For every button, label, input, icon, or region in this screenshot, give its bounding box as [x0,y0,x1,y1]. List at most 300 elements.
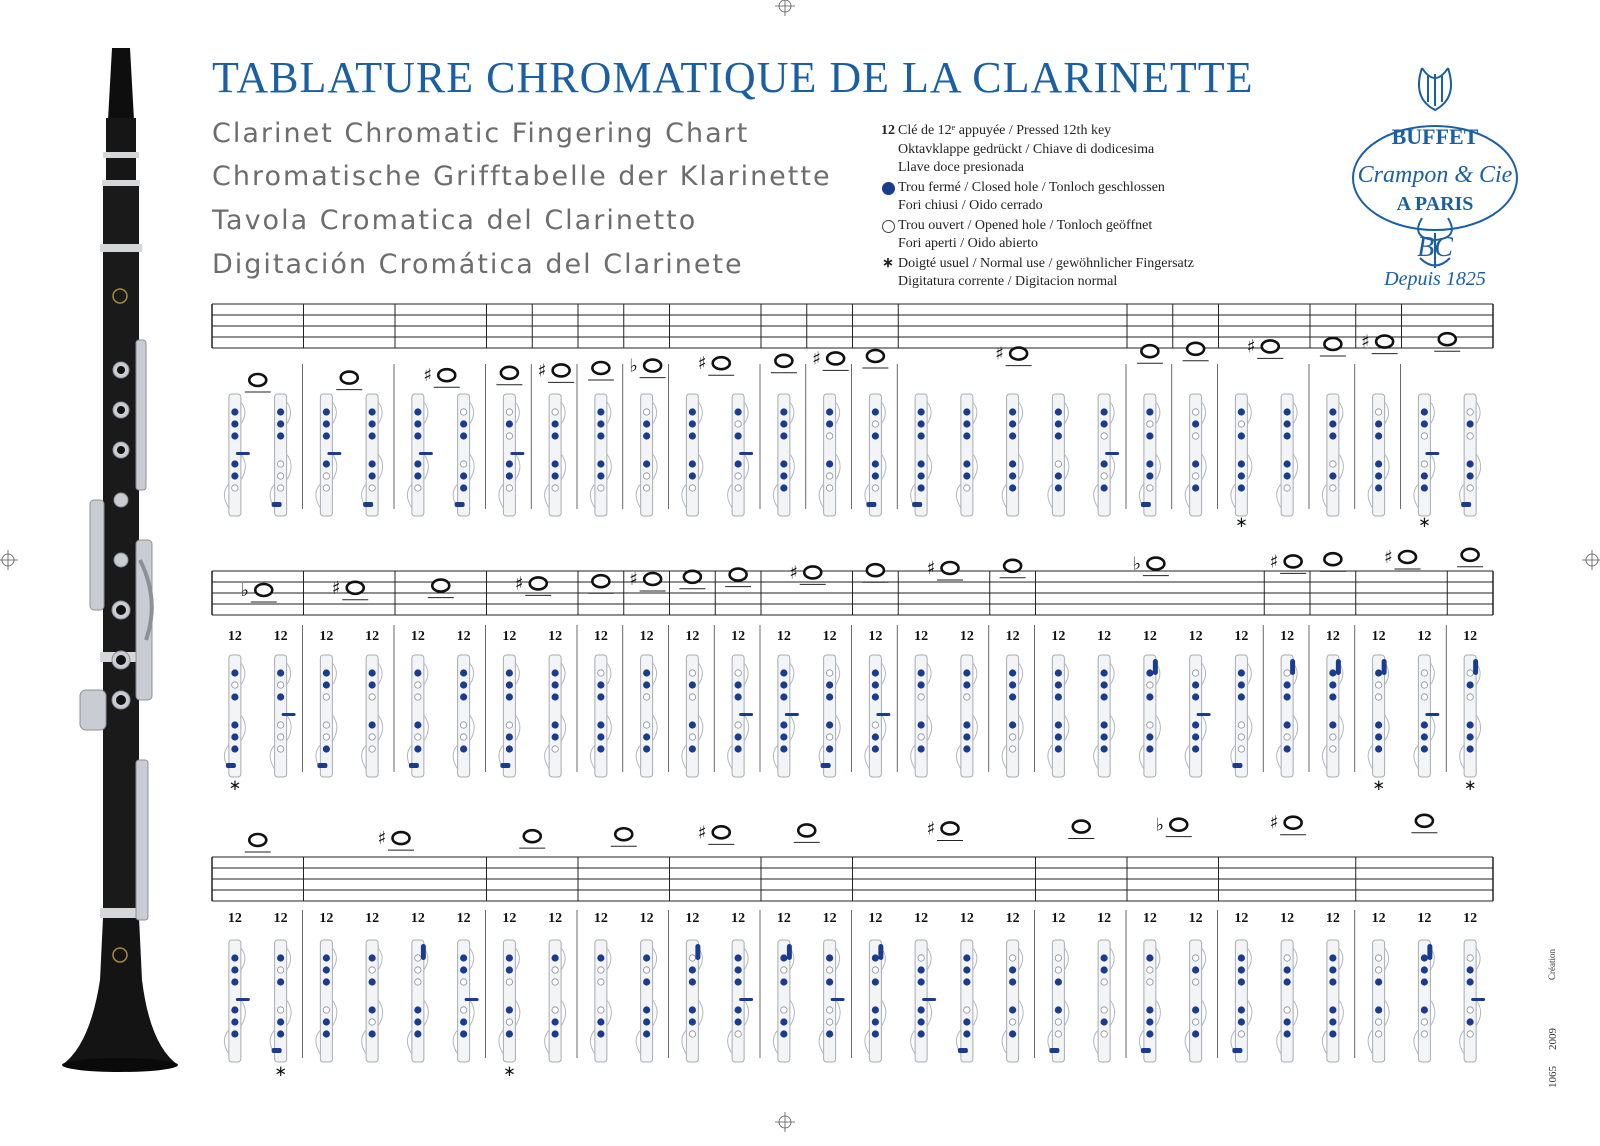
note-head [804,566,821,578]
open-hole [277,734,283,740]
note-head [341,372,358,384]
closed-hole [643,420,650,427]
note-head [684,571,701,583]
closed-hole [1009,432,1016,439]
closed-hole [1329,1006,1336,1013]
open-hole [323,1007,329,1013]
closed-hole [323,745,330,752]
closed-hole [1192,1006,1199,1013]
logo-monogram: BC [1417,232,1453,263]
closed-hole [552,1018,559,1025]
closed-hole [369,420,376,427]
closed-hole [1101,669,1108,676]
open-hole [277,682,283,688]
open-hole [1009,1019,1015,1025]
closed-hole [1329,432,1336,439]
open-hole [918,734,924,740]
open-hole [277,485,283,491]
closed-hole [963,472,970,479]
usual-fingering-mark: ∗ [228,776,242,794]
open-hole [369,485,375,491]
closed-hole [872,1030,879,1037]
closed-hole [506,954,513,961]
open-hole [1101,1031,1107,1037]
closed-hole [1375,745,1382,752]
open-hole [1421,694,1427,700]
open-hole [1467,694,1473,700]
closed-hole [1192,721,1199,728]
closed-hole [1375,472,1382,479]
twelfth-key-label: 12 [868,629,883,644]
note-accidental: ♭ [240,580,249,601]
closed-hole [918,978,925,985]
closed-hole [1284,745,1291,752]
open-hole [872,485,878,491]
note-head [644,573,661,585]
closed-hole [643,1006,650,1013]
open-hole [1147,722,1153,728]
open-hole [552,409,558,415]
closed-hole [506,745,513,752]
closed-hole [460,484,467,491]
closed-hole [231,733,238,740]
closed-hole [506,966,513,973]
open-hole [1467,1007,1473,1013]
closed-hole [1055,484,1062,491]
note-head [775,355,792,367]
closed-hole [323,954,330,961]
closed-hole [323,966,330,973]
open-hole [1330,461,1336,467]
closed-hole [1009,978,1016,985]
closed-hole [643,978,650,985]
closed-hole [1238,460,1245,467]
pressed-key [327,452,341,455]
note-head [347,582,364,594]
pressed-key [1290,659,1295,675]
closed-hole [735,954,742,961]
open-hole [369,746,375,752]
open-hole [277,967,283,973]
open-hole [1147,682,1153,688]
closed-hole [1421,408,1428,415]
open-hole [1147,485,1153,491]
closed-hole [780,978,787,985]
open-hole [1238,1031,1244,1037]
open-hole [1147,421,1153,427]
closed-hole [643,1030,650,1037]
note-accidental: ♯ [926,818,936,840]
closed-hole [231,472,238,479]
closed-hole [1009,721,1016,728]
open-hole [1101,1007,1107,1013]
note-accidental: ♯ [1361,331,1370,353]
pressed-key [455,502,465,507]
closed-hole [231,954,238,961]
note-head [798,824,815,836]
closed-hole [1009,966,1016,973]
closed-hole [1329,721,1336,728]
closed-hole [1284,1030,1291,1037]
closed-hole [1375,978,1382,985]
open-hole [964,485,970,491]
closed-hole [1284,472,1291,479]
closed-hole [1238,954,1245,961]
open-hole [506,409,512,415]
note-head [524,830,541,842]
pressed-key [1382,659,1387,675]
closed-hole [1192,484,1199,491]
twelfth-key-label: 12 [1463,629,1478,644]
side-credits [1545,910,1565,1090]
usual-fingering-mark: ∗ [1418,513,1431,531]
open-hole [369,734,375,740]
closed-hole [506,693,513,700]
closed-hole [780,745,787,752]
note-head [644,360,661,372]
asterisk-icon: ∗ [882,255,894,271]
closed-hole [1467,1018,1474,1025]
closed-hole [1146,733,1153,740]
twelfth-key-label: 12 [502,911,517,926]
note-head [1439,333,1456,345]
closed-hole [1192,420,1199,427]
closed-hole [1375,432,1382,439]
note-head [249,374,266,386]
pressed-key [421,944,426,960]
open-hole [1009,746,1015,752]
twelfth-key-label: 12 [1463,911,1478,926]
open-hole [415,485,421,491]
closed-hole [689,420,696,427]
open-hole [1101,433,1107,439]
closed-hole [597,432,604,439]
open-hole [689,1031,695,1037]
open-hole [1467,433,1473,439]
open-hole [552,979,558,985]
closed-hole [780,484,787,491]
closed-hole [231,432,238,439]
closed-hole [872,460,879,467]
closed-hole [369,681,376,688]
closed-hole [1375,1006,1382,1013]
twelfth-key-label: 12 [1097,629,1112,644]
twelfth-key-label: 12 [593,911,608,926]
open-hole [460,1007,466,1013]
open-hole [1467,670,1473,676]
twelfth-key-label: 12 [731,911,746,926]
closed-hole [1329,966,1336,973]
closed-hole [552,693,559,700]
closed-hole [1101,408,1108,415]
closed-hole [1421,954,1428,961]
open-hole [1147,967,1153,973]
legend-text: Trou ouvert / Opened hole / Tonloch geöffnet [898,217,1153,233]
closed-hole [1055,745,1062,752]
closed-hole [1375,669,1382,676]
crop-mark [775,1112,795,1132]
closed-hole [872,681,879,688]
open-hole [460,409,466,415]
twelfth-key-label: 12 [1005,911,1020,926]
twelfth-key-label: 12 [319,629,334,644]
closed-hole [369,460,376,467]
note-head [1416,815,1433,827]
open-hole [1192,433,1198,439]
pressed-key [739,452,753,455]
closed-hole [1421,1006,1428,1013]
closed-hole [780,420,787,427]
note-accidental: ♯ [1246,336,1256,358]
closed-hole [918,408,925,415]
twelfth-key-label: 12 [1142,629,1157,644]
note-accidental: ♯ [377,828,387,850]
closed-hole [826,408,833,415]
note-head [1324,338,1341,350]
twelfth-key-label: 12 [1234,629,1249,644]
closed-hole [277,1018,284,1025]
closed-hole [506,669,513,676]
closed-hole [1421,484,1428,491]
closed-hole [231,745,238,752]
closed-hole [414,721,421,728]
closed-hole [1192,693,1199,700]
open-hole [1375,1019,1381,1025]
open-hole [1055,1019,1061,1025]
closed-hole [1329,693,1336,700]
closed-hole [597,745,604,752]
closed-hole [735,408,742,415]
note-head [1285,555,1302,567]
pressed-key [958,1048,968,1053]
pressed-key [739,998,753,1001]
closed-hole [918,432,925,439]
closed-hole [277,693,284,700]
twelfth-key-label: 12 [639,911,654,926]
closed-hole [552,472,559,479]
closed-hole [369,432,376,439]
closed-hole [643,1018,650,1025]
pressed-key [317,763,327,768]
open-hole [689,670,695,676]
closed-hole [963,733,970,740]
closed-hole [1146,408,1153,415]
closed-hole [369,721,376,728]
closed-hole [963,420,970,427]
closed-hole [826,745,833,752]
closed-hole [414,1018,421,1025]
pressed-key [1425,713,1439,716]
closed-hole [643,460,650,467]
closed-hole [872,472,879,479]
note-head [730,569,747,581]
closed-hole [323,432,330,439]
closed-hole [689,1006,696,1013]
closed-hole [414,432,421,439]
subtitle-english: Clarinet Chromatic Fingering Chart [212,118,750,149]
closed-hole [872,1006,879,1013]
closed-hole [323,1018,330,1025]
closed-hole [1375,484,1382,491]
closed-hole [1421,472,1428,479]
closed-hole [414,1030,421,1037]
open-hole [323,722,329,728]
closed-hole [597,1030,604,1037]
open-hole [1375,409,1381,415]
twelfth-key-label: 12 [822,911,837,926]
open-hole [277,722,283,728]
closed-hole [231,1006,238,1013]
twelfth-key-label: 12 [365,629,380,644]
closed-hole [369,669,376,676]
open-hole [415,734,421,740]
note-head [1073,821,1090,833]
closed-hole [780,472,787,479]
closed-hole [231,693,238,700]
closed-hole [369,1006,376,1013]
note-head [867,350,884,362]
note-accidental: ♯ [514,573,524,595]
closed-hole [735,1018,742,1025]
closed-hole [323,1030,330,1037]
open-hole [643,409,649,415]
open-hole [1009,955,1015,961]
closed-hole [231,1030,238,1037]
closed-hole [1192,681,1199,688]
closed-hole [872,408,879,415]
closed-hole [323,460,330,467]
note-head [1285,817,1302,829]
open-hole [1284,670,1290,676]
closed-hole [826,978,833,985]
closed-hole [780,1018,787,1025]
open-hole [826,473,832,479]
open-hole [232,682,238,688]
closed-hole [552,460,559,467]
closed-hole [506,472,513,479]
closed-hole [323,978,330,985]
closed-hole [918,669,925,676]
closed-hole [918,1018,925,1025]
pressed-key [1105,452,1119,455]
open-hole [1101,979,1107,985]
closed-hole [414,408,421,415]
closed-hole [963,681,970,688]
closed-hole [1284,460,1291,467]
closed-hole [963,978,970,985]
pressed-key [922,998,936,1001]
open-hole [323,485,329,491]
open-hole [1192,670,1198,676]
twelfth-key-label: 12 [776,911,791,926]
crop-mark [775,0,795,16]
open-hole [643,485,649,491]
pressed-key [1232,1048,1242,1053]
closed-hole [1146,954,1153,961]
closed-hole [1329,954,1336,961]
closed-hole [1055,978,1062,985]
closed-hole [1101,733,1108,740]
closed-hole [231,420,238,427]
closed-hole [735,978,742,985]
open-hole [598,485,604,491]
closed-hole [277,408,284,415]
pressed-key [695,944,700,960]
open-hole [1421,1031,1427,1037]
open-hole [1009,734,1015,740]
closed-hole [1192,460,1199,467]
open-hole [369,1019,375,1025]
closed-hole [552,733,559,740]
open-hole [1467,955,1473,961]
closed-hole [1101,966,1108,973]
twelfth-key-label: 12 [822,629,837,644]
open-hole [1467,1031,1473,1037]
open-hole [643,722,649,728]
open-hole [552,746,558,752]
open-hole [735,473,741,479]
pressed-key [1197,713,1211,716]
open-hole [1238,722,1244,728]
closed-hole [963,1018,970,1025]
closed-hole [918,1006,925,1013]
closed-hole [460,745,467,752]
subtitle-german: Chromatische Grifftabelle der Klarinette [212,161,832,192]
open-hole [1375,694,1381,700]
note-head [1141,345,1158,357]
closed-hole [1055,733,1062,740]
closed-hole [1467,420,1474,427]
open-hole [1055,461,1061,467]
closed-hole [460,669,467,676]
twelfth-key-label: 12 [959,911,974,926]
closed-hole [597,681,604,688]
open-hole [735,722,741,728]
open-hole [506,485,512,491]
crop-mark [1582,550,1600,570]
open-hole [598,967,604,973]
pressed-key [1427,944,1432,960]
closed-hole [1421,721,1428,728]
closed-hole [460,420,467,427]
open-hole [918,955,924,961]
closed-hole [597,408,604,415]
closed-hole [1055,472,1062,479]
subtitle-spanish: Digitación Cromática del Clarinete [212,249,744,280]
pressed-key [419,452,433,455]
closed-hole [735,1006,742,1013]
open-hole [1192,955,1198,961]
closed-hole [1101,420,1108,427]
closed-hole [1101,954,1108,961]
closed-hole [1329,681,1336,688]
note-accidental: ♯ [926,558,936,579]
closed-hole [1238,966,1245,973]
closed-hole [1009,460,1016,467]
open-hole [277,1007,283,1013]
closed-hole [1009,408,1016,415]
closed-hole [460,966,467,973]
closed-hole [369,1030,376,1037]
twelfth-key-symbol: 12 [881,123,895,138]
closed-hole [369,408,376,415]
closed-hole [1421,978,1428,985]
pressed-key [876,713,890,716]
twelfth-key-label: 12 [548,629,563,644]
pressed-key [272,502,282,507]
closed-hole [460,954,467,961]
closed-hole [780,733,787,740]
